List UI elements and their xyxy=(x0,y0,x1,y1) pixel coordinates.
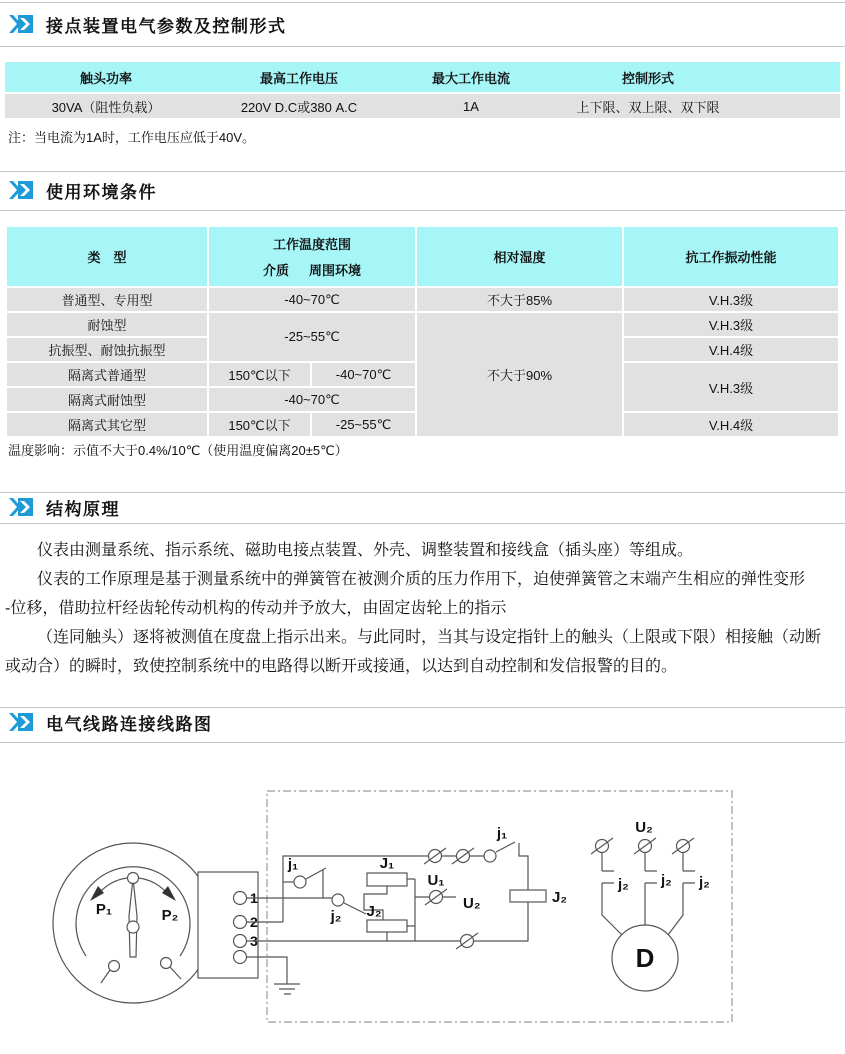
phase-1 xyxy=(602,853,622,935)
terminal-2 xyxy=(234,916,247,929)
header-type: 类 型 xyxy=(7,227,207,286)
temperature-note: 温度影响：示值不大于0.4%/10℃（使用温度偏离20±5℃） xyxy=(8,443,348,458)
environment-conditions-table xyxy=(5,225,840,438)
cell-contact-power: 30VA（阻性负载） xyxy=(5,94,207,118)
cell-type-5: 隔离式耐蚀型 xyxy=(7,388,207,411)
cell-vibration-2: V.H.3级 xyxy=(624,313,838,336)
label-J2: J₂ xyxy=(366,903,382,920)
principle-line: 仪表由测量系统、指示系统、磁助电接点装置、外壳、调整装置和接线盒（插头座）等组成。 xyxy=(37,542,694,559)
motor-circuit xyxy=(591,819,710,991)
label-J2-right: J₂ xyxy=(552,889,568,906)
relay-coil-J2-right xyxy=(510,890,546,902)
section-title-environment: 使用环境条件 xyxy=(46,182,157,202)
header-ambient: 周围环境 xyxy=(309,263,362,278)
section-header-electrical xyxy=(8,12,287,36)
cell-vibration-1: V.H.3级 xyxy=(624,288,838,311)
table-header-row xyxy=(7,227,838,286)
double-chevron-icon xyxy=(8,497,34,517)
header-temp-range-title: 工作温度范围 xyxy=(272,237,351,252)
contact-j2 xyxy=(332,894,344,906)
wiring-diagram xyxy=(0,778,845,1054)
table-header-row xyxy=(5,62,840,92)
double-chevron-icon xyxy=(8,180,34,200)
label-j2-phase-1: j₂ xyxy=(618,876,629,893)
terminal-1 xyxy=(234,892,247,905)
section-title-principle: 结构原理 xyxy=(46,499,120,519)
cell-type-2: 耐蚀型 xyxy=(7,313,207,336)
label-U1: U₁ xyxy=(427,872,445,889)
label-j2: j₂ xyxy=(330,908,342,925)
phase-3 xyxy=(668,853,695,935)
cell-filler xyxy=(745,94,840,118)
header-max-voltage: 最高工作电压 xyxy=(207,62,391,92)
relay-coil-J1 xyxy=(367,873,407,886)
table-row xyxy=(5,94,840,118)
principle-line: -位移，借助拉杆经齿轮传动机构的传动并予放大，由固定齿轮上的指示 xyxy=(5,600,507,617)
principle-line: （连同触头）逐将被测值在度盘上指示出来。与此同时，当其与设定指针上的触头（上限或下限）相接触（动断 xyxy=(37,629,822,646)
label-terminal-1: 1 xyxy=(250,890,258,906)
electrical-note: 注：当电流为1A时，工作电压应低于40V。 xyxy=(8,130,256,145)
cell-temp-6-ambient: -25~55℃ xyxy=(312,413,415,436)
table-row xyxy=(7,313,838,336)
divider xyxy=(0,707,845,708)
divider xyxy=(0,210,845,211)
cell-temp-4-medium: 150℃以下 xyxy=(209,363,310,386)
cell-temp-6-medium: 150℃以下 xyxy=(209,413,310,436)
section-title-electrical: 接点装置电气参数及控制形式 xyxy=(46,16,287,36)
high-limit-contact xyxy=(161,958,172,969)
upper-contact xyxy=(128,873,139,884)
divider xyxy=(0,46,845,47)
cell-type-6: 隔离式其它型 xyxy=(7,413,207,436)
header-filler xyxy=(745,62,840,92)
cell-humidity-1: 不大于85% xyxy=(417,288,622,311)
header-contact-power: 触头功率 xyxy=(5,62,207,92)
cell-temp-5: -40~70℃ xyxy=(209,388,415,411)
cell-temp-2-3: -25~55℃ xyxy=(209,313,415,361)
cell-vibration-6: V.H.4级 xyxy=(624,413,838,436)
cell-humidity-2-6: 不大于90% xyxy=(417,313,622,436)
cell-type-3: 抗振型、耐蚀抗振型 xyxy=(7,338,207,361)
section-title-wiring: 电气线路连接线路图 xyxy=(46,714,213,734)
divider xyxy=(0,492,845,493)
fuse-symbols xyxy=(591,838,694,854)
cell-temp-1: -40~70℃ xyxy=(209,288,415,311)
pressure-gauge xyxy=(53,843,258,1003)
label-motor-D: D xyxy=(635,943,655,973)
phase-2 xyxy=(645,853,657,925)
divider xyxy=(0,2,845,3)
cell-control-form: 上下限、双上限、双下限 xyxy=(551,94,745,118)
section-header-wiring xyxy=(8,710,213,734)
divider xyxy=(0,523,845,524)
label-terminal-3: 3 xyxy=(250,933,258,949)
section-header-environment xyxy=(8,178,157,202)
cell-type-4: 隔离式普通型 xyxy=(7,363,207,386)
contact-j1 xyxy=(294,876,306,888)
divider xyxy=(0,171,845,172)
header-control-form: 控制形式 xyxy=(551,62,745,92)
contact-j2-blade xyxy=(344,903,366,914)
cell-max-voltage: 220V D.C或380 A.C xyxy=(207,94,391,118)
header-humidity: 相对湿度 xyxy=(417,227,622,286)
label-p1: P₁ xyxy=(95,901,113,918)
cell-temp-4-ambient: -40~70℃ xyxy=(312,363,415,386)
label-terminal-2: 2 xyxy=(250,914,258,930)
label-p2: P₂ xyxy=(161,907,179,924)
cell-max-current: 1A xyxy=(391,94,551,118)
principle-text xyxy=(5,536,821,681)
electrical-parameters-table xyxy=(5,60,840,120)
cell-vibration-3: V.H.4级 xyxy=(624,338,838,361)
label-U2-mid: U₂ xyxy=(463,895,481,912)
header-medium: 介质 xyxy=(262,263,289,278)
header-temp-range xyxy=(209,227,415,286)
wire-to-relay-J2-right xyxy=(519,843,528,890)
label-J1: J₁ xyxy=(379,855,395,872)
principle-line: 或动合）的瞬时，致使控制系统中的电路得以断开或接通，以达到自动控制和发信报警的目的。 xyxy=(5,658,678,675)
cell-type-1: 普通型、专用型 xyxy=(7,288,207,311)
relay-circuit xyxy=(246,825,567,994)
table-row xyxy=(7,288,838,311)
contact-j1-blade xyxy=(306,868,326,898)
needle-hub xyxy=(127,921,139,933)
section-header-principle xyxy=(8,495,120,519)
label-j2-phase-2: j₂ xyxy=(661,872,672,889)
ground-icon xyxy=(274,984,300,994)
label-j2-phase-3: j₂ xyxy=(699,874,710,891)
contact-j1-top xyxy=(484,850,496,862)
header-vibration: 抗工作振动性能 xyxy=(624,227,838,286)
cell-vibration-4-5: V.H.3级 xyxy=(624,363,838,411)
label-j1-top: j₁ xyxy=(496,825,508,842)
label-U2-supply: U₂ xyxy=(635,819,653,836)
principle-line: 仪表的工作原理是基于测量系统中的弹簧管在被测介质的压力作用下，迫使弹簧管之末端产生相应的弹性变形 xyxy=(37,571,806,588)
header-max-current: 最大工作电流 xyxy=(391,62,551,92)
wire-top-rail xyxy=(283,856,428,922)
contact-j1-top-blade xyxy=(496,842,515,852)
terminal-housing xyxy=(198,872,258,978)
terminal-4 xyxy=(234,951,247,964)
relay-coil-J2 xyxy=(367,920,407,932)
double-chevron-icon xyxy=(8,14,34,34)
double-chevron-icon xyxy=(8,712,34,732)
label-j1: j₁ xyxy=(287,856,299,873)
terminal-3 xyxy=(234,935,247,948)
divider xyxy=(0,742,845,743)
low-limit-contact xyxy=(109,961,120,972)
